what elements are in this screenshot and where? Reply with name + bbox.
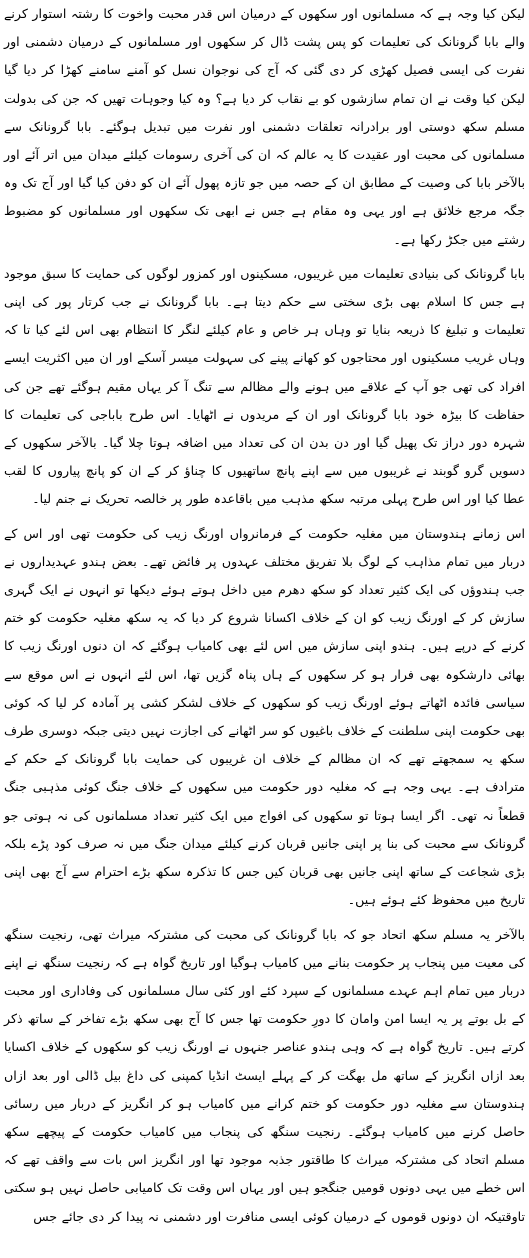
paragraph: لیکن کیا وجہ ہے کہ مسلمانوں اور سکھوں کے درمیان اس قدر محبت واخوت کا رشتہ استوار کرنے والے بابا گرونانک کی تعلیمات کو پس پشت ڈال کر سکھوں اور مسلمانوں کے درمیان دشمنی اور نفرت کی ایسی فصیل کھڑی کر دی گئی کہ آج کی نوجوان نسل کو آمنے سامنے کھڑا کر دیا گیا لیکن کیا وقت نے ان تمام سازشوں کو بے نقاب کر دیا ہے؟ وہ کیا وجوہات تھیں کہ جن کی بدولت مسلم سکھ دوستی اور برادرانہ تعلقات دشمنی اور نفرت میں تبدیل ہوگئے۔ بابا گرونانک سے مسلمانوں کی محبت اور عقیدت کا یہ عالم کہ ان کی آخری رسومات کیلئے میدان میں اتر آئے اور بالآخر بابا کی وصیت کے مطابق ان کے حصہ میں جو تازہ پھول آئے ان کو دفن کیا گیا اور آج تک وہ جگہ مرجع خلائق ہے اور یہی وہ مقام ہے جس نے ابھی تک سکھوں اور مسلمانوں کو مضبوط رشتے میں جکڑ رکھا ہے۔ [4, 6, 525, 247]
article-body [4, 0, 525, 1231]
paragraph: بالآخر یہ مسلم سکھ اتحاد جو کہ بابا گرونانک کی محبت کی مشترکہ میراث تھی، رنجیت سنگھ کی معیت میں پنجاب پر حکومت بنانے میں کامیاب ہوگیا اور تاریخ گواہ ہے کہ رنجیت سنگھ نے اپنے دربار میں تمام اہم عہدے مسلمانوں کے سپرد کئے اور کئی سال مسلمانوں کی وفاداری اور محبت کے بل بوتے پر یہ ایسا امن وامان کا دورِ حکومت تھا جس کا آج بھی سکھ بڑے تفاخر کے ساتھ ذکر کرتے ہیں۔ تاریخ گواہ ہے کہ وہی ہندو عناصر جنہوں نے اورنگ زیب کو سکھوں کے خلاف اکسایا بعد ازاں انگریز کے ساتھ مل بھگت کر کے پہلے ایسٹ انڈیا کمپنی کی داغ بیل ڈالی اور بعد ازاں ہندوستان سے مغلیہ دور حکومت کو ختم کرانے میں کامیاب ہو کر انگریز کے دربار میں رسائی حاصل کرنے میں کامیاب ہوگئے۔ رنجیت سنگھ کی پنجاب میں کامیاب حکومت کے پیچھے سکھ مسلم اتحاد کی مشترکہ میراث کا طاقتور جذبہ موجود تھا اور انگریز اس بات سے واقف تھے کہ اس خطے میں یہی دونوں قومیں جنگجو ہیں اور یہاں اس وقت تک کامیابی حاصل نہیں ہو سکتی تاوقتیکہ ان دونوں قوموں کے درمیان کوئی ایسی منافرت اور دشمنی نہ پیدا کر دی جائے جس [4, 926, 525, 1224]
paragraph: بابا گرونانک کی بنیادی تعلیمات میں غریبوں، مسکینوں اور کمزور لوگوں کی حمایت کا سبق موجود ہے جس کا اسلام بھی بڑی سختی سے حکم دیتا ہے۔ بابا گرونانک نے جب کرتار پور کی اپنی تعلیمات و تبلیغ کا ذریعہ بنایا تو وہاں ہر خاص و عام کیلئے لنگر کا انتظام بھی اس لئے کیا تا کہ وہاں غریب مسکینوں اور محتاجوں کو کھانے پینے کی سہولت میسر آسکے اور ان میں اکثریت ایسے افراد کی تھی جو آپ کے علاقے میں ہونے والے مظالم سے تنگ آ کر یہاں مقیم ہوگئے تھے جن کی حفاظت کا بیڑہ خود بابا گرونانک اور ان کے مریدوں نے اٹھایا۔ اس طرح باباجی کی تعلیمات کا شہرہ دور دراز تک پھیل گیا اور دن بدن ان کی تعداد میں اضافہ ہوتا چلا گیا۔ بالآخر سکھوں کے دسویں گرو گوبند نے غریبوں میں سے اپنے پانچ ساتھیوں کا چناؤ کر کے ان کو پانچ پیاروں کا لقب عطا کیا اور اس طرح پہلی مرتبہ سکھ مذہب میں باقاعدہ طور پر خالصہ تحریک نے جنم لیا۔ [4, 265, 525, 507]
paragraph: اس زمانے ہندوستان میں مغلیہ حکومت کے فرمانرواں اورنگ زیب کی حکومت تھی اور اس کے دربار میں تمام مذاہب کے لوگ بلا تفریق مختلف عہدوں پر فائض تھے۔ بعض ہندو عہدیداروں نے جب ہندوؤں کی ایک کثیر تعداد کو سکھ دھرم میں داخل ہوتے ہوئے دیکھا تو انہوں نے ایک گہری سازش کر کے اورنگ زیب کو ان کے خلاف اکسانا شروع کر دیا کہ یہ سکھ مغلیہ حکومت کو ختم کرنے کے درپے ہیں۔ ہندو اپنی سازش میں اس لئے بھی کامیاب ہوگئے کہ ان دنوں اورنگ زیب کا بھائی دارشکوہ بھی فرار ہو کر سکھوں کے ہاں پناہ گزیں تھا، اس لئے انہوں نے اس موقع سے سیاسی فائدہ اٹھاتے ہوئے اورنگ زیب کو سکھوں کے خلاف لشکر کشی پر آمادہ کر لیا کہ کوئی بھی حکومت اپنی سلطنت کے خلاف باغیوں کو سر اٹھانے کی اجازت نہیں دیتی جبکہ دوسری طرف سکھ یہ سمجھتے تھے کہ ان مظالم کے خلاف ان غریبوں کی حمایت بابا گرونانک کے حکم کے مترادف ہے۔ یہی وجہ ہے کہ مغلیہ دور حکومت میں سکھوں کے خلاف جنگ کوئی مذہبی جنگ قطعاً نہ تھی۔ اگر ایسا ہوتا تو سکھوں کی افواج میں ایک کثیر تعداد مسلمانوں کی نہ ہوتی جو گرونانک سے محبت کی بنا پر اپنی جانیں قربان کرنے کیلئے میدان جنگ میں نہ صرف کود پڑے بلکہ بڑی شجاعت کے ساتھ اپنی جانیں بھی قربان کیں جس کا تذکرہ سکھ بڑے احترام سے آج بھی اپنی تاریخ میں محفوظ کئے ہوئے ہیں۔ [4, 525, 525, 908]
